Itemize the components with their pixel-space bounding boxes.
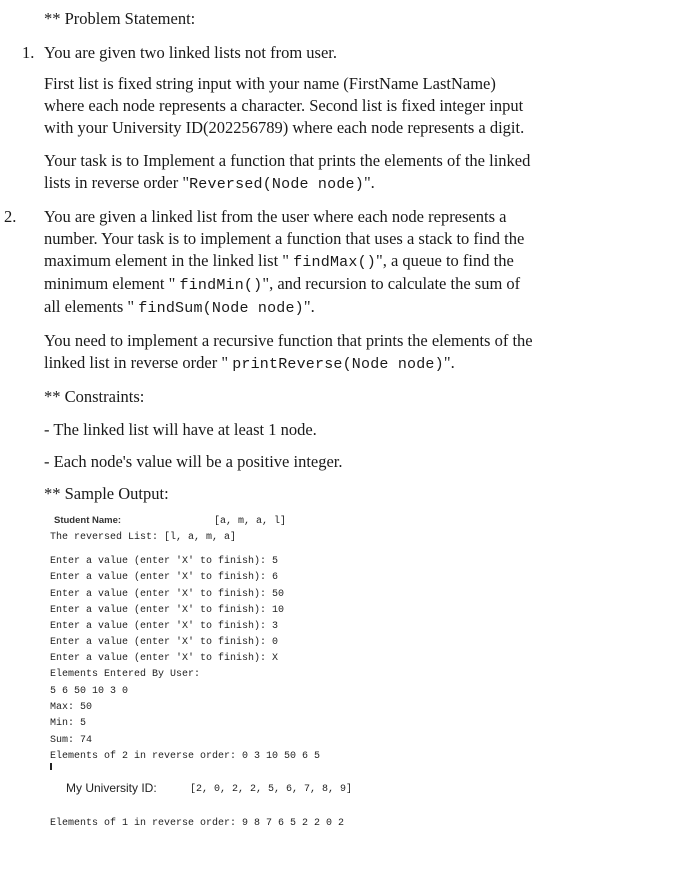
item-1-number: 1.	[22, 43, 35, 62]
code-findsum: findSum(Node node)	[138, 300, 304, 317]
enter-line-4: Enter a value (enter 'X' to finish): 10	[50, 605, 285, 616]
enter-line-3: Enter a value (enter 'X' to finish): 50	[50, 589, 285, 600]
enter-line-1: Enter a value (enter 'X' to finish): 5	[50, 556, 279, 567]
reverse-1-line: Elements of 1 in reverse order: 9 8 7 6 5 2 2 0 2	[50, 818, 345, 829]
item-2-number: 2.	[4, 207, 17, 226]
text-cursor	[50, 763, 52, 770]
constraint-1: - The linked list will have at least 1 node.	[44, 420, 317, 439]
constraint-2: - Each node's value will be a positive integer.	[44, 452, 343, 471]
enter-line-7: Enter a value (enter 'X' to finish): X	[50, 653, 279, 664]
item-1-line: You are given two linked lists not from user.	[44, 43, 338, 62]
sum-line: Sum: 74	[50, 735, 93, 746]
elements-entered-label: Elements Entered By User:	[50, 669, 201, 680]
item-2-para2-line1: You need to implement a recursive function that prints the elements of the	[44, 331, 533, 350]
item-1-para1-line1: First list is fixed string input with your name (FirstName LastName)	[44, 74, 496, 93]
item-1-para1-line3: with your University ID(202256789) where each node represents a digit.	[44, 118, 525, 137]
text-segment: ".	[443, 353, 455, 372]
heading-constraints: ** Constraints:	[44, 387, 145, 406]
text-segment: ", a queue to find the	[375, 251, 514, 270]
university-id-label: My University ID:	[66, 781, 157, 795]
item-1-para2-line2	[44, 172, 375, 197]
text-segment: linked list in reverse order "	[44, 353, 233, 372]
student-name-value: [a, m, a, l]	[214, 516, 287, 527]
item-2-line5	[44, 296, 315, 321]
heading-problem-statement: ** Problem Statement:	[44, 9, 196, 28]
enter-line-5: Enter a value (enter 'X' to finish): 3	[50, 621, 279, 632]
elements-entered-values: 5 6 50 10 3 0	[50, 686, 129, 697]
item-2-line4	[44, 273, 520, 298]
min-line: Min: 5	[50, 718, 87, 729]
code-findmin: findMin()	[179, 277, 263, 294]
university-id-value: [2, 0, 2, 2, 5, 6, 7, 8, 9]	[190, 784, 353, 795]
reversed-list-line: The reversed List: [l, a, m, a]	[50, 532, 237, 543]
student-name-label: Student Name:	[54, 515, 122, 526]
enter-line-2: Enter a value (enter 'X' to finish): 6	[50, 572, 279, 583]
code-printreverse: printReverse(Node node)	[232, 356, 444, 373]
code-findmax: findMax()	[293, 254, 376, 271]
text-segment: minimum element "	[44, 274, 180, 293]
item-1-para1-line2: where each node represents a character. Second list is fixed integer input	[44, 96, 524, 115]
reverse-2-line: Elements of 2 in reverse order: 0 3 10 50 6 5	[50, 751, 321, 762]
text-segment: ", and recursion to calculate the sum of	[262, 274, 521, 293]
text-segment: ".	[303, 297, 315, 316]
text-segment: all elements "	[44, 297, 139, 316]
max-line: Max: 50	[50, 702, 93, 713]
item-2-line1: You are given a linked list from the user where each node represents a	[44, 207, 507, 226]
text-segment: ".	[363, 173, 375, 192]
item-2-line2: number. Your task is to implement a function that uses a stack to find the	[44, 229, 525, 248]
text-segment: maximum element in the linked list "	[44, 251, 294, 270]
enter-line-6: Enter a value (enter 'X' to finish): 0	[50, 637, 279, 648]
heading-sample-output: ** Sample Output:	[44, 484, 169, 503]
item-2-line3	[44, 250, 514, 275]
item-1-para2-line1: Your task is to Implement a function that prints the elements of the linked	[44, 151, 531, 170]
code-reversed: Reversed(Node node)	[189, 176, 364, 193]
text-segment: lists in reverse order "	[44, 173, 190, 192]
item-2-para2-line2	[44, 352, 455, 377]
